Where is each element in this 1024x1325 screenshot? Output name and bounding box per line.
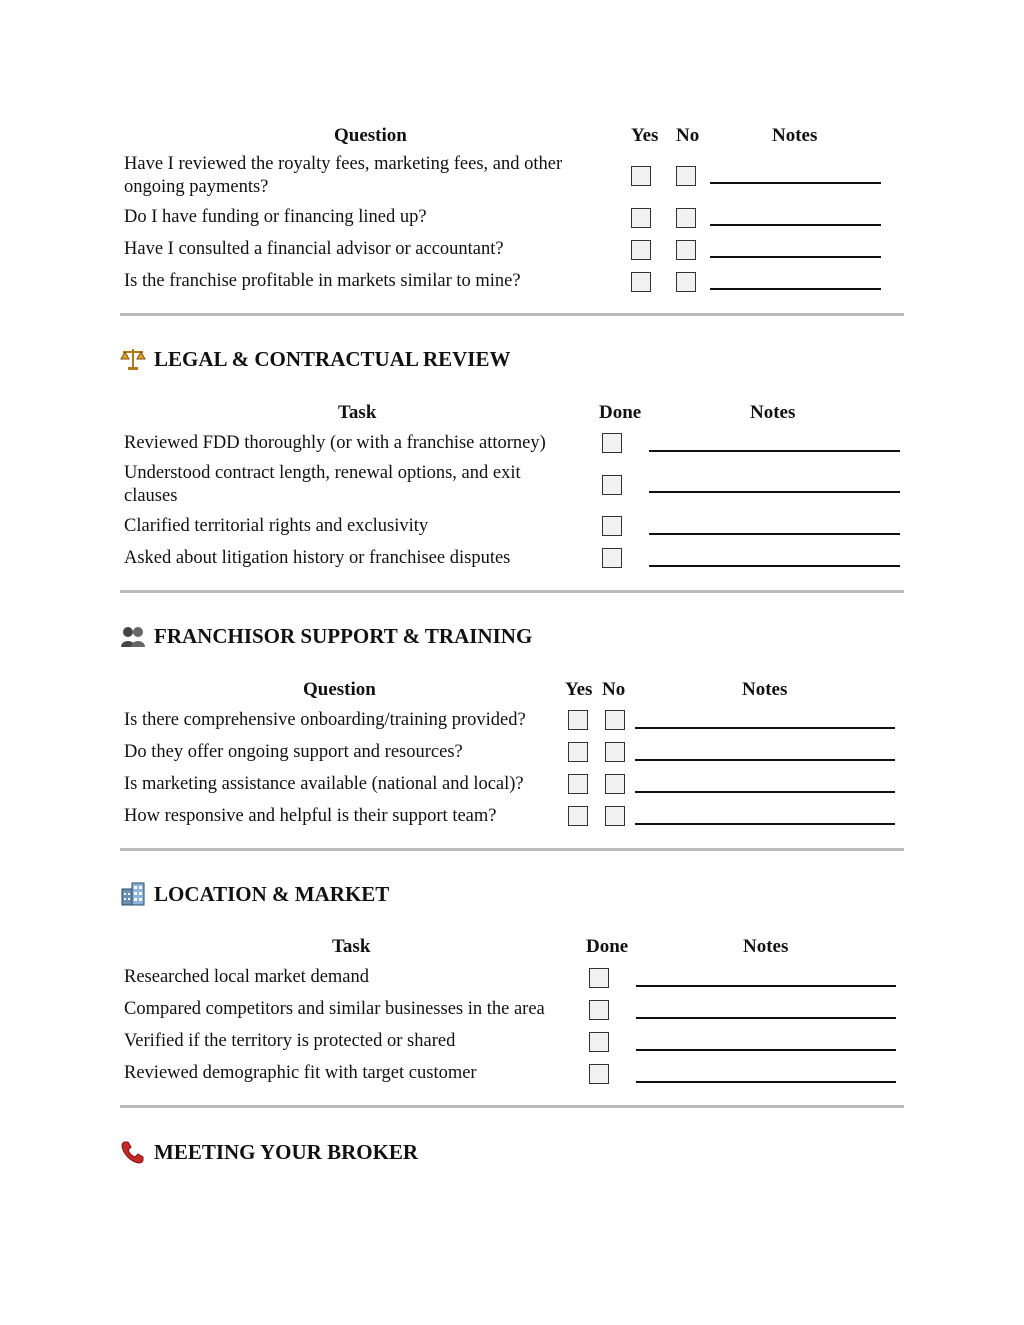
- done-checkbox[interactable]: [602, 475, 622, 495]
- no-checkbox[interactable]: [676, 208, 696, 228]
- task-text: Researched local market demand: [124, 967, 370, 987]
- section-divider: [120, 848, 904, 851]
- question-text: Have I reviewed the royalty fees, marketing fees, and other ongoing payments?: [124, 154, 563, 197]
- yes-checkbox[interactable]: [631, 166, 651, 186]
- task-text: Compared competitors and similar businesses in the area: [124, 999, 545, 1019]
- task-text: Understood contract length, renewal options, and exit clauses: [124, 463, 521, 506]
- col-header-question: Question: [334, 125, 407, 146]
- notes-line[interactable]: [710, 182, 881, 184]
- no-checkbox[interactable]: [676, 240, 696, 260]
- notes-line[interactable]: [710, 224, 881, 226]
- question-text: Do I have funding or financing lined up?: [124, 207, 427, 227]
- no-checkbox[interactable]: [676, 272, 696, 292]
- col-header-notes: Notes: [750, 402, 796, 423]
- col-header-no: No: [676, 125, 700, 146]
- col-header-done: Done: [586, 936, 629, 957]
- section-title-support: FRANCHISOR SUPPORT & TRAINING: [120, 623, 532, 649]
- section-divider: [120, 590, 904, 593]
- no-checkbox[interactable]: [605, 774, 625, 794]
- notes-line[interactable]: [649, 491, 900, 493]
- done-checkbox[interactable]: [589, 1064, 609, 1084]
- col-header-task: Task: [332, 936, 371, 957]
- notes-line[interactable]: [635, 759, 895, 761]
- col-header-notes: Notes: [742, 679, 788, 700]
- question-text: Do they offer ongoing support and resources?: [124, 742, 463, 762]
- notes-line[interactable]: [635, 791, 895, 793]
- task-text: Reviewed FDD thoroughly (or with a franchise attorney): [124, 433, 546, 453]
- col-header-yes: Yes: [631, 125, 659, 146]
- question-text: Have I consulted a financial advisor or accountant?: [124, 239, 504, 259]
- section-title-legal: LEGAL & CONTRACTUAL REVIEW: [120, 346, 510, 372]
- section-title-broker: MEETING YOUR BROKER: [120, 1139, 418, 1165]
- yes-checkbox[interactable]: [568, 742, 588, 762]
- notes-line[interactable]: [635, 727, 895, 729]
- col-header-done: Done: [599, 402, 642, 423]
- col-header-task: Task: [338, 402, 377, 423]
- notes-line[interactable]: [636, 985, 896, 987]
- task-text: Clarified territorial rights and exclusivity: [124, 516, 429, 536]
- telephone-icon: [120, 1139, 146, 1165]
- yes-checkbox[interactable]: [568, 806, 588, 826]
- done-checkbox[interactable]: [602, 433, 622, 453]
- col-header-no: No: [602, 679, 626, 700]
- yes-checkbox[interactable]: [631, 240, 651, 260]
- section-title-location: LOCATION & MARKET: [120, 881, 389, 907]
- question-text: Is the franchise profitable in markets similar to mine?: [124, 271, 521, 291]
- notes-line[interactable]: [649, 450, 900, 452]
- question-text: Is marketing assistance available (national and local)?: [124, 774, 524, 794]
- done-checkbox[interactable]: [589, 1000, 609, 1020]
- task-text: Asked about litigation history or franchisee disputes: [124, 548, 511, 568]
- notes-line[interactable]: [636, 1081, 896, 1083]
- col-header-yes: Yes: [565, 679, 593, 700]
- section-divider: [120, 313, 904, 316]
- question-text: How responsive and helpful is their support team?: [124, 806, 497, 826]
- col-header-notes: Notes: [743, 936, 789, 957]
- done-checkbox[interactable]: [589, 968, 609, 988]
- col-header-notes: Notes: [772, 125, 818, 146]
- scales-icon: [120, 346, 146, 372]
- no-checkbox[interactable]: [605, 710, 625, 730]
- notes-line[interactable]: [710, 256, 881, 258]
- no-checkbox[interactable]: [605, 806, 625, 826]
- notes-line[interactable]: [649, 565, 900, 567]
- yes-checkbox[interactable]: [631, 272, 651, 292]
- notes-line[interactable]: [635, 823, 895, 825]
- question-text: Is there comprehensive onboarding/training provided?: [124, 710, 526, 730]
- done-checkbox[interactable]: [602, 548, 622, 568]
- done-checkbox[interactable]: [602, 516, 622, 536]
- task-text: Reviewed demographic fit with target customer: [124, 1063, 477, 1083]
- no-checkbox[interactable]: [676, 166, 696, 186]
- notes-line[interactable]: [710, 288, 881, 290]
- col-header-question: Question: [303, 679, 376, 700]
- task-text: Verified if the territory is protected or shared: [124, 1031, 456, 1051]
- office-building-icon: [120, 881, 146, 907]
- done-checkbox[interactable]: [589, 1032, 609, 1052]
- people-icon: [120, 623, 146, 649]
- notes-line[interactable]: [636, 1017, 896, 1019]
- notes-line[interactable]: [636, 1049, 896, 1051]
- notes-line[interactable]: [649, 533, 900, 535]
- section-divider: [120, 1105, 904, 1108]
- no-checkbox[interactable]: [605, 742, 625, 762]
- yes-checkbox[interactable]: [568, 710, 588, 730]
- yes-checkbox[interactable]: [631, 208, 651, 228]
- yes-checkbox[interactable]: [568, 774, 588, 794]
